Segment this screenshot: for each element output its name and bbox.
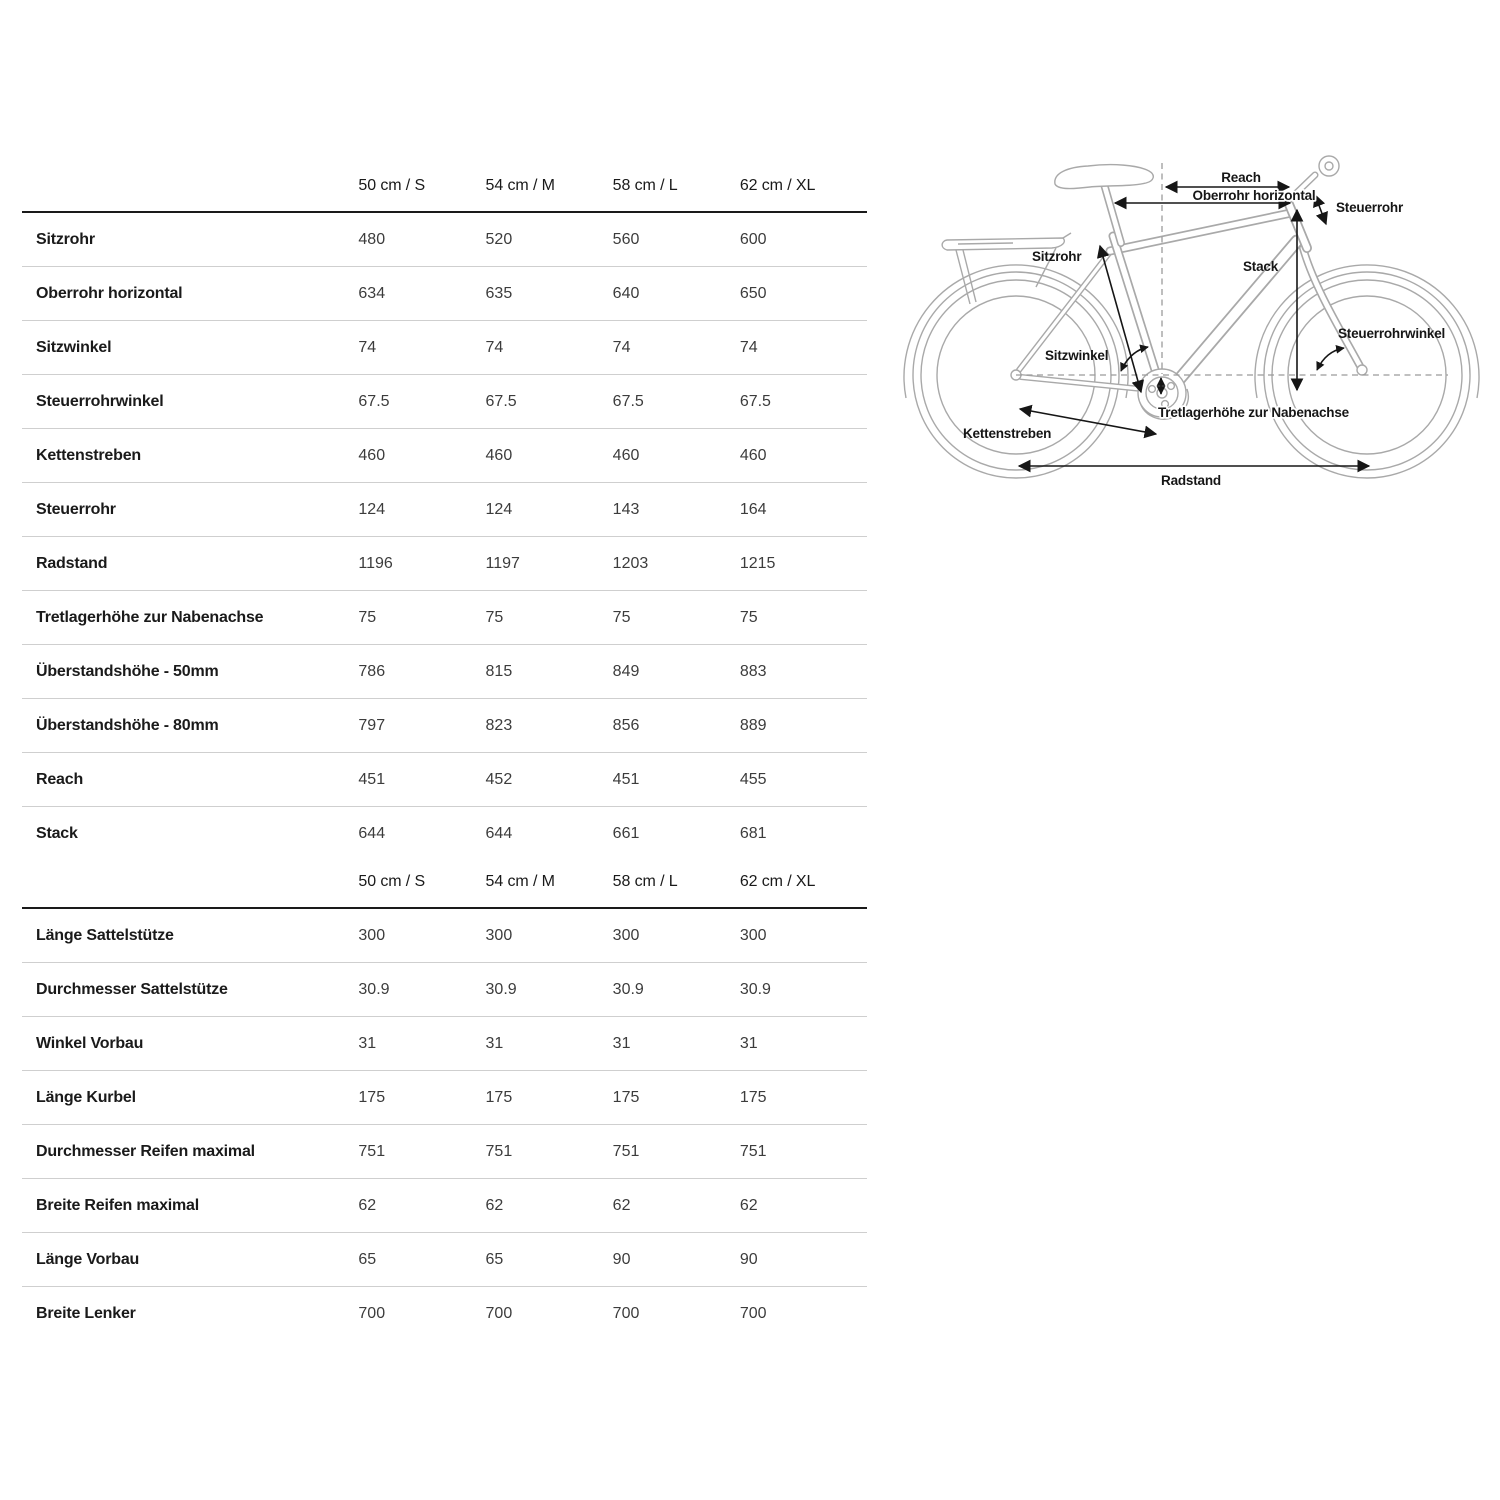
value-cell: 700 [612,1304,640,1322]
value-cell: 460 [358,446,386,464]
value-cell: 31 [739,1034,758,1052]
value-cell: 640 [612,284,640,302]
row-label: Sitzwinkel [36,338,112,356]
value-cell: 1197 [485,554,520,572]
table-row [22,807,867,861]
value-cell: 30.9 [612,980,644,998]
value-cell: 856 [612,716,640,734]
value-cell: 124 [485,500,513,518]
value-cell: 560 [612,230,640,248]
value-cell: 823 [485,716,513,734]
value-cell: 455 [739,770,767,788]
steuerrohrwinkel-label: Steuerrohrwinkel [1338,326,1446,341]
column-header-row [22,160,867,212]
oberrohr-label: Oberrohr horizontal [1192,188,1316,203]
value-cell: 65 [485,1250,504,1268]
value-cell: 451 [358,770,386,788]
value-cell: 700 [739,1304,767,1322]
value-cell: 67.5 [739,392,771,410]
value-cell: 681 [739,824,767,842]
value-cell: 74 [485,338,504,356]
row-label: Überstandshöhe - 50mm [36,662,219,680]
value-cell: 751 [485,1142,513,1160]
value-cell: 600 [739,230,767,248]
sitzrohr-label: Sitzrohr [1032,249,1082,264]
value-cell: 90 [739,1250,758,1268]
tretlagerhoehe-label: Tretlagerhöhe zur Nabenachse [1158,405,1349,420]
table-row [22,1125,867,1179]
table-row [22,1179,867,1233]
size-column-header: 50 cm / S [358,160,485,212]
value-cell: 460 [739,446,767,464]
value-cell: 31 [358,1034,377,1052]
bike-geometry-diagram [880,140,1500,540]
reach-label: Reach [1221,170,1261,185]
size-column-header: 54 cm / M [486,160,613,212]
size-column-header: 58 cm / L [613,856,740,908]
value-cell: 644 [485,824,513,842]
size-column-header: 62 cm / XL [740,160,867,212]
table-row [22,429,867,483]
value-cell: 74 [739,338,758,356]
value-cell: 30.9 [485,980,517,998]
table-row [22,483,867,537]
table-row [22,645,867,699]
value-cell: 480 [358,230,386,248]
stack-label: Stack [1243,259,1279,274]
size-column-header: 54 cm / M [486,856,613,908]
value-cell: 30.9 [739,980,771,998]
value-cell: 65 [358,1250,377,1268]
row-label: Länge Kurbel [36,1088,136,1106]
row-label: Stack [36,824,78,842]
value-cell: 300 [358,926,386,944]
value-cell: 90 [612,1250,631,1268]
value-cell: 164 [739,500,767,518]
row-label: Breite Lenker [36,1304,136,1322]
value-cell: 67.5 [612,392,644,410]
value-cell: 62 [358,1196,377,1214]
value-cell: 31 [485,1034,504,1052]
row-label: Kettenstreben [36,446,141,464]
table-row [22,699,867,753]
table-row [22,537,867,591]
value-cell: 644 [358,824,386,842]
radstand-label: Radstand [1161,473,1221,488]
value-cell: 143 [612,500,640,518]
handlebar-grip [1319,156,1339,176]
table-row [22,1071,867,1125]
row-label: Länge Vorbau [36,1250,140,1268]
rear-rack [942,233,1071,304]
component-spec-table [22,856,867,1340]
value-cell: 75 [485,608,504,626]
value-cell: 460 [612,446,640,464]
frame-geometry-table [22,160,867,860]
value-cell: 786 [358,662,386,680]
front-hub [1357,365,1367,375]
row-label: Tretlagerhöhe zur Nabenachse [36,608,264,626]
value-cell: 451 [612,770,640,788]
table-row [22,321,867,375]
value-cell: 635 [485,284,513,302]
size-column-header: 62 cm / XL [740,856,867,908]
table-row [22,1287,867,1341]
value-cell: 700 [358,1304,386,1322]
value-cell: 75 [358,608,377,626]
row-label: Steuerrohr [36,500,116,518]
value-cell: 634 [358,284,386,302]
value-cell: 883 [739,662,767,680]
row-label: Sitzrohr [36,230,95,248]
value-cell: 75 [739,608,758,626]
value-cell: 67.5 [358,392,390,410]
row-label: Radstand [36,554,108,572]
value-cell: 31 [612,1034,631,1052]
table-row [22,212,867,267]
value-cell: 175 [739,1088,767,1106]
row-label: Oberrohr horizontal [36,284,183,302]
table-row [22,1017,867,1071]
table-row [22,267,867,321]
row-label: Breite Reifen maximal [36,1196,199,1214]
value-cell: 751 [612,1142,640,1160]
value-cell: 520 [485,230,513,248]
value-cell: 124 [358,500,386,518]
value-cell: 175 [612,1088,640,1106]
value-cell: 62 [739,1196,758,1214]
table-row [22,591,867,645]
value-cell: 700 [485,1304,513,1322]
value-cell: 62 [485,1196,504,1214]
row-label: Überstandshöhe - 80mm [36,716,219,734]
row-label: Winkel Vorbau [36,1034,144,1052]
value-cell: 1203 [612,554,649,572]
table-row [22,963,867,1017]
table-row [22,375,867,429]
value-cell: 751 [739,1142,767,1160]
row-label: Reach [36,770,84,788]
value-cell: 1215 [739,554,776,572]
row-label: Steuerrohrwinkel [36,392,164,410]
value-cell: 300 [612,926,640,944]
value-cell: 650 [739,284,767,302]
corner-cell [22,160,358,212]
row-label: Länge Sattelstütze [36,926,174,944]
value-cell: 661 [612,824,640,842]
value-cell: 300 [739,926,767,944]
table-row [22,1233,867,1287]
size-column-header: 50 cm / S [358,856,485,908]
value-cell: 75 [612,608,631,626]
value-cell: 889 [739,716,767,734]
corner-cell [22,856,358,908]
value-cell: 175 [358,1088,386,1106]
value-cell: 460 [485,446,513,464]
row-label: Durchmesser Reifen maximal [36,1142,255,1160]
value-cell: 67.5 [485,392,517,410]
value-cell: 74 [612,338,631,356]
column-header-row [22,856,867,908]
value-cell: 62 [612,1196,631,1214]
table-row [22,908,867,963]
steuerrohr-label: Steuerrohr [1336,200,1404,215]
value-cell: 1196 [358,554,393,572]
value-cell: 452 [485,770,513,788]
value-cell: 300 [485,926,513,944]
value-cell: 30.9 [358,980,390,998]
sitzwinkel-label: Sitzwinkel [1045,348,1109,363]
value-cell: 751 [358,1142,386,1160]
value-cell: 815 [485,662,513,680]
value-cell: 175 [485,1088,513,1106]
value-cell: 74 [358,338,377,356]
row-label: Durchmesser Sattelstütze [36,980,228,998]
kettenstreben-label: Kettenstreben [963,426,1052,441]
size-column-header: 58 cm / L [613,160,740,212]
value-cell: 797 [358,716,386,734]
value-cell: 849 [612,662,640,680]
saddle [1055,165,1153,189]
table-row [22,753,867,807]
